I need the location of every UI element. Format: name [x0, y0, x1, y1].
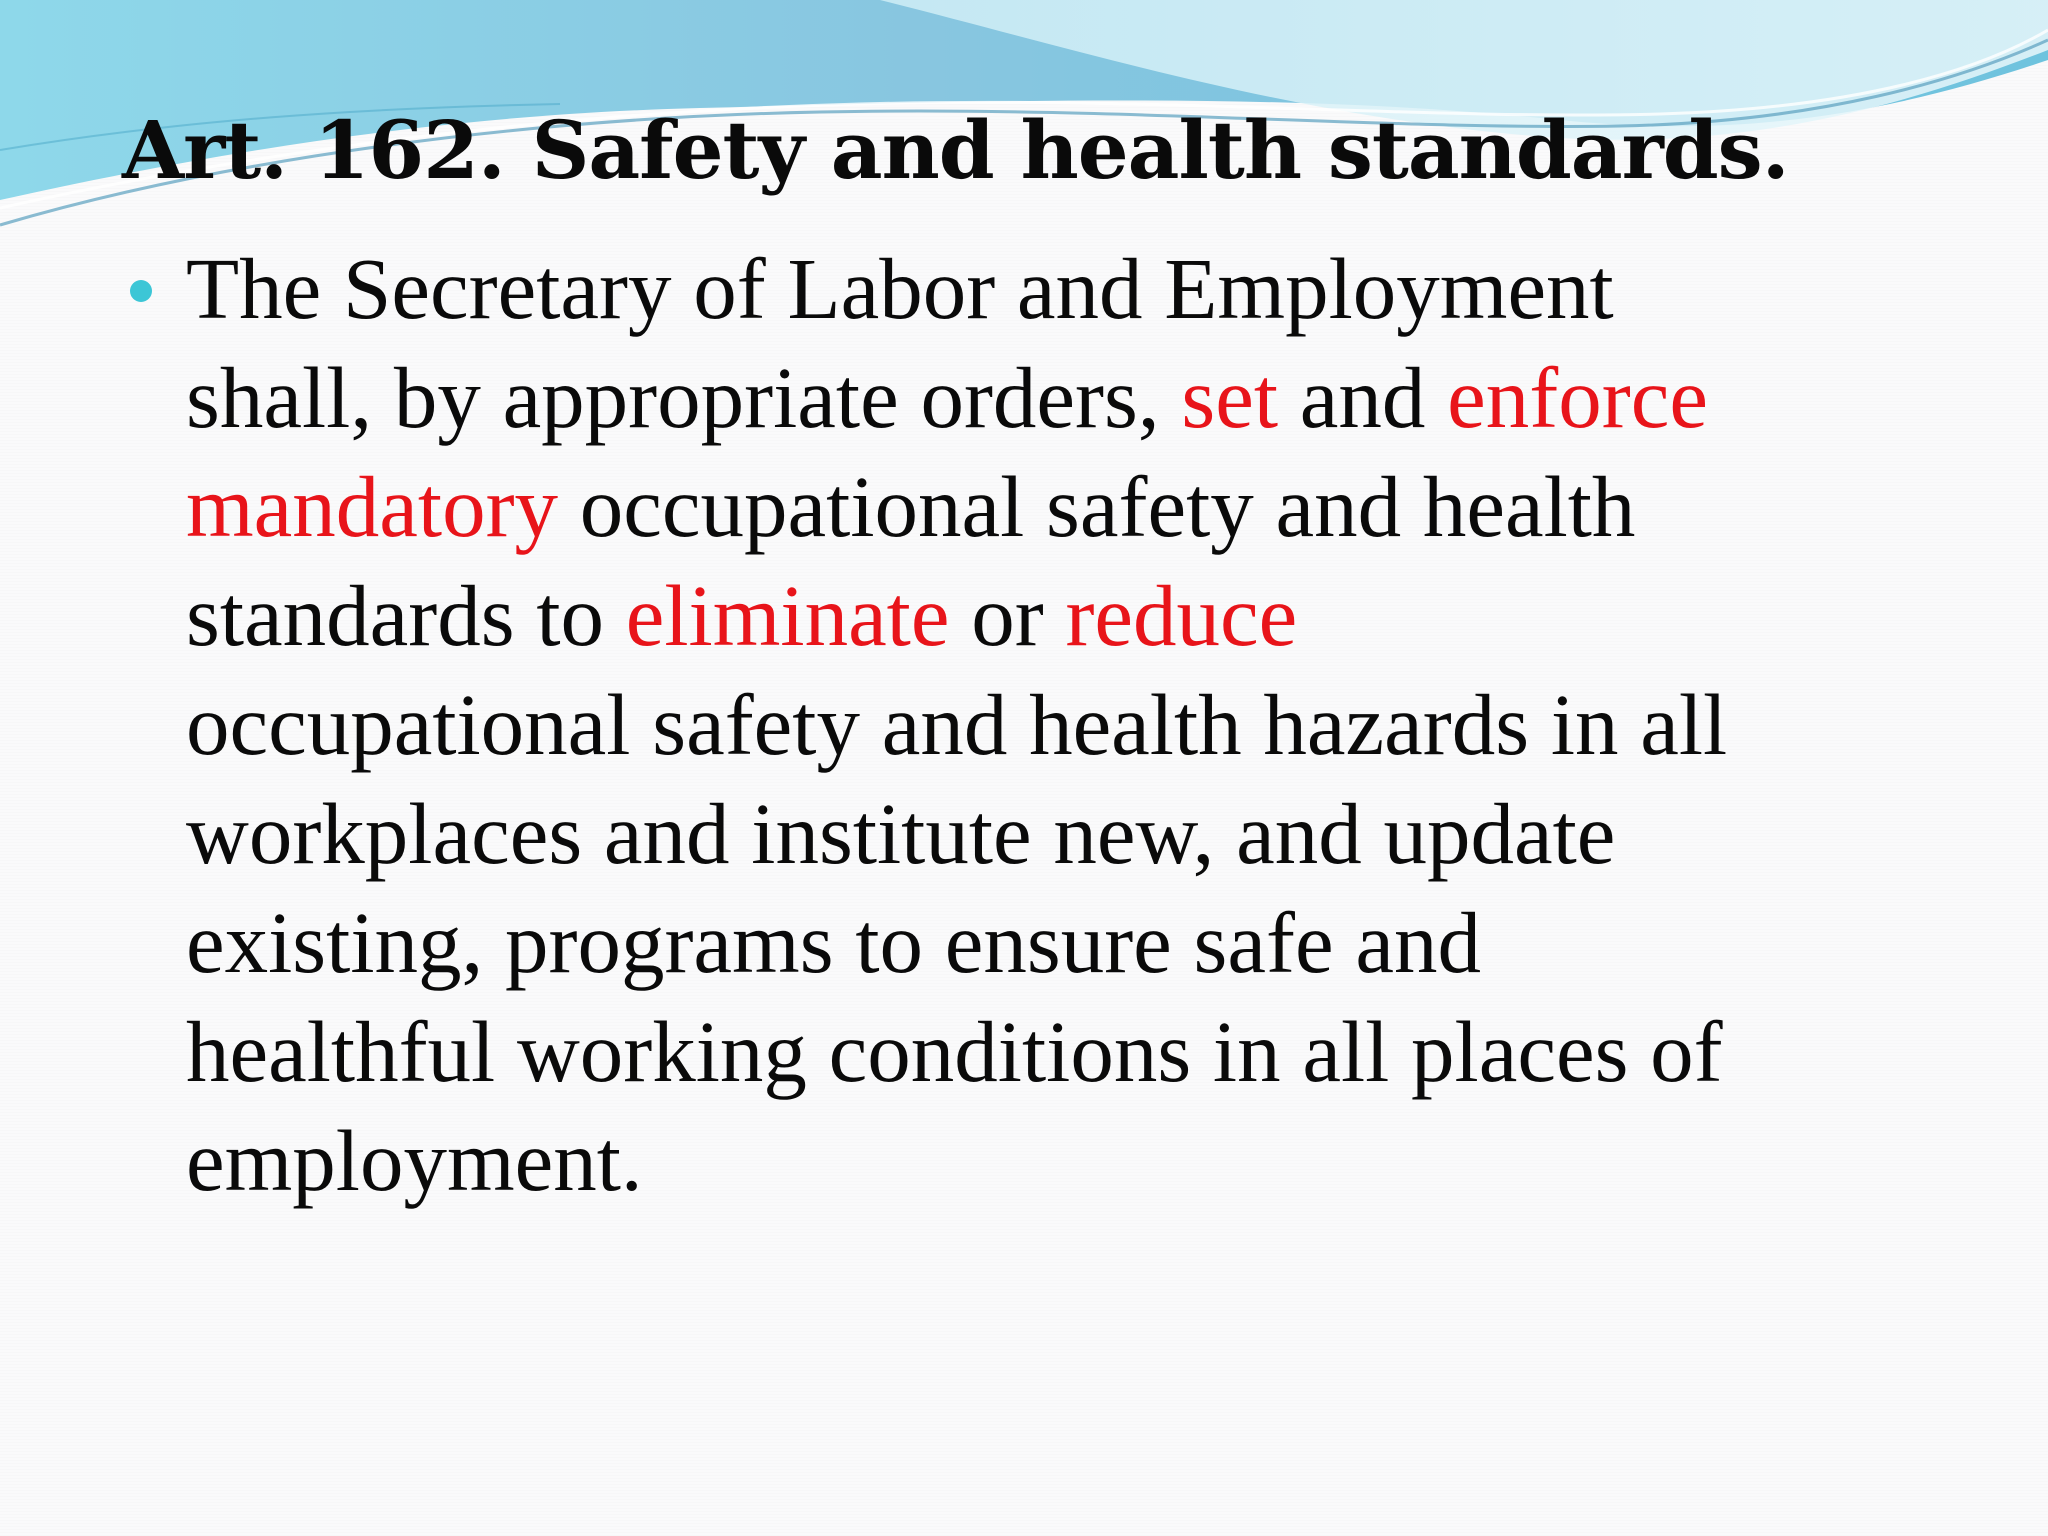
- text-segment: The Secretary of Labor and Employment: [186, 240, 1614, 337]
- text-segment: employment.: [186, 1112, 643, 1209]
- highlighted-term: mandatory: [186, 458, 559, 555]
- text-line: [186, 452, 1986, 561]
- text-segment: healthful working conditions in all places of: [186, 1003, 1723, 1100]
- text-line: [186, 779, 1986, 888]
- highlighted-term: eliminate: [625, 567, 950, 664]
- text-segment: or: [949, 567, 1066, 664]
- text-segment: occupational safety and health hazards in all: [186, 676, 1728, 773]
- bullet-dot-icon: [130, 280, 152, 302]
- highlighted-term: enforce: [1447, 349, 1708, 446]
- text-segment: occupational safety and health: [558, 458, 1636, 555]
- text-line: [186, 343, 1986, 452]
- bullet-item: [186, 234, 1986, 1215]
- text-line: [186, 997, 1986, 1106]
- highlighted-term: set: [1181, 349, 1279, 446]
- text-segment: standards to: [186, 567, 626, 664]
- highlighted-term: reduce: [1065, 567, 1298, 664]
- text-segment: existing, programs to ensure safe and: [186, 894, 1481, 991]
- text-line: [186, 670, 1986, 779]
- bullet-text: [186, 234, 1986, 1215]
- text-line: [186, 1106, 1986, 1215]
- text-line: [186, 234, 1986, 343]
- text-line: [186, 888, 1986, 997]
- text-segment: shall, by appropriate orders,: [186, 349, 1182, 446]
- slide-title: Art. 162. Safety and health standards.: [122, 103, 1789, 197]
- text-segment: and: [1278, 349, 1448, 446]
- text-line: [186, 561, 1986, 670]
- text-segment: workplaces and institute new, and update: [186, 785, 1616, 882]
